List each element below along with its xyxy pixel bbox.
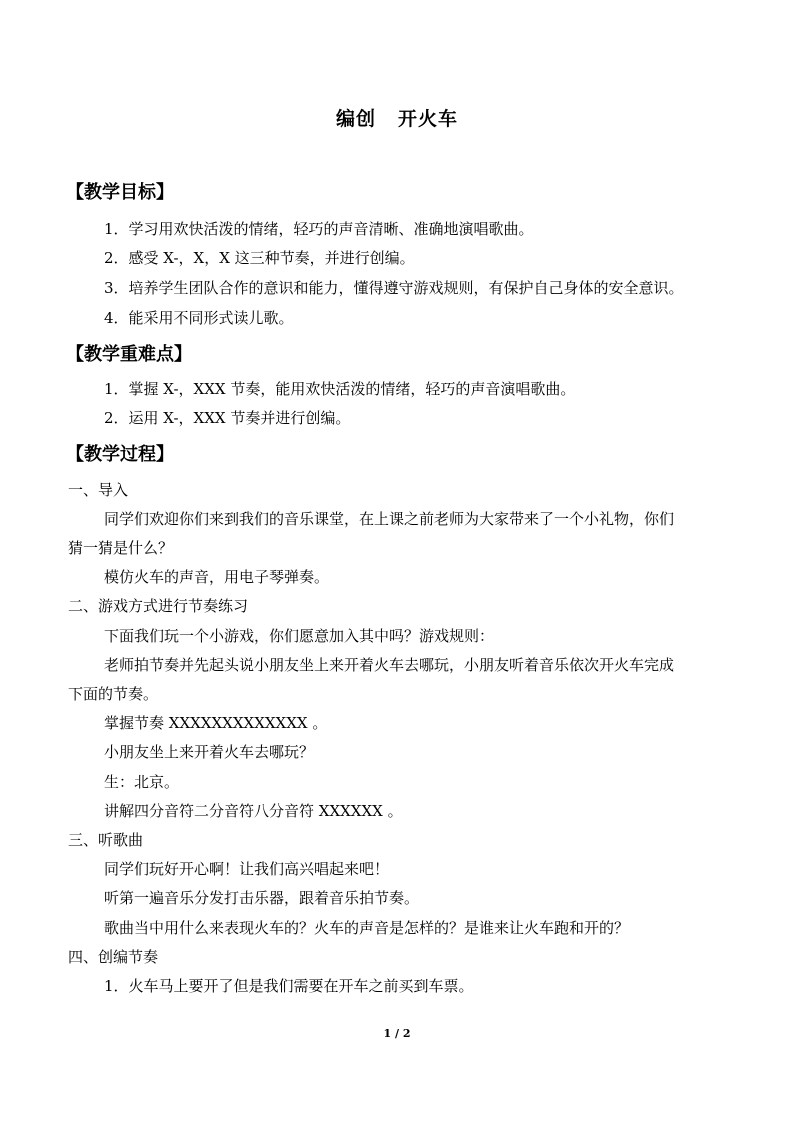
part4-paragraph-1: 1．火车马上要开了但是我们需要在开车之前买到车票。 — [104, 977, 474, 995]
part3-paragraph-2: 听第一遍音乐分发打击乐器，跟着音乐拍节奏。 — [104, 889, 420, 907]
part3-paragraph-3: 歌曲当中用什么来表现火车的？火车的声音是怎样的？是谁来让火车跑和开的？ — [104, 919, 630, 937]
part1-paragraph-1-line-1: 同学们欢迎你们来到我们的音乐课堂，在上课之前老师为大家带来了一个小礼物，你们 — [104, 510, 675, 528]
title-part-1: 编创 — [335, 108, 376, 130]
objectives-heading: 【教学目标】 — [66, 182, 174, 203]
part2-paragraph-2-line-1: 老师拍节奏并先起头说小朋友坐上来开着火车去哪玩，小朋友听着音乐依次开火车完成 — [104, 656, 675, 674]
objective-item-2: 2．感受 X-，X，X 这三种节奏，并进行创编。 — [104, 249, 415, 267]
objective-item-1: 1．学习用欢快活泼的情绪，轻巧的声音清晰、准确地演唱歌曲。 — [104, 220, 534, 238]
part1-paragraph-2: 模仿火车的声音，用电子琴弹奏。 — [104, 568, 330, 586]
keypoint-item-1: 1．掌握 X-，XXX 节奏，能用欢快活泼的情绪，轻巧的声音演唱歌曲。 — [104, 380, 576, 398]
document-title — [0, 104, 794, 131]
part3-heading: 三、听歌曲 — [68, 831, 144, 849]
process-heading: 【教学过程】 — [66, 444, 174, 465]
part2-paragraph-5: 生：北京。 — [104, 773, 180, 791]
objective-item-4: 4．能采用不同形式读儿歌。 — [104, 309, 294, 327]
part4-heading: 四、创编节奏 — [68, 948, 159, 966]
keypoints-heading: 【教学重难点】 — [66, 344, 192, 365]
page-number: 1 / 2 — [383, 1027, 411, 1040]
part1-heading: 一、导入 — [68, 481, 129, 499]
part2-paragraph-2-line-2: 下面的节奏。 — [68, 685, 159, 703]
part2-paragraph-3: 掌握节奏 XXXXXXXXXXXXX 。 — [104, 714, 328, 732]
title-part-2: 开火车 — [398, 108, 459, 130]
part2-heading: 二、游戏方式进行节奏练习 — [68, 597, 249, 615]
part3-paragraph-1: 同学们玩好开心啊！让我们高兴唱起来吧！ — [104, 860, 390, 878]
part2-paragraph-4: 小朋友坐上来开着火车去哪玩？ — [104, 743, 315, 761]
keypoint-item-2: 2．运用 X-，XXX 节奏并进行创编。 — [104, 409, 351, 427]
objective-item-3: 3．培养学生团队合作的意识和能力，懂得遵守游戏规则，有保护自己身体的安全意识。 — [104, 279, 684, 297]
part2-paragraph-6: 讲解四分音符二分音符八分音符 XXXXXX 。 — [104, 802, 403, 820]
part1-paragraph-1-line-2: 猜一猜是什么？ — [68, 539, 174, 557]
part2-paragraph-1: 下面我们玩一个小游戏，你们愿意加入其中吗？游戏规则： — [104, 627, 495, 645]
